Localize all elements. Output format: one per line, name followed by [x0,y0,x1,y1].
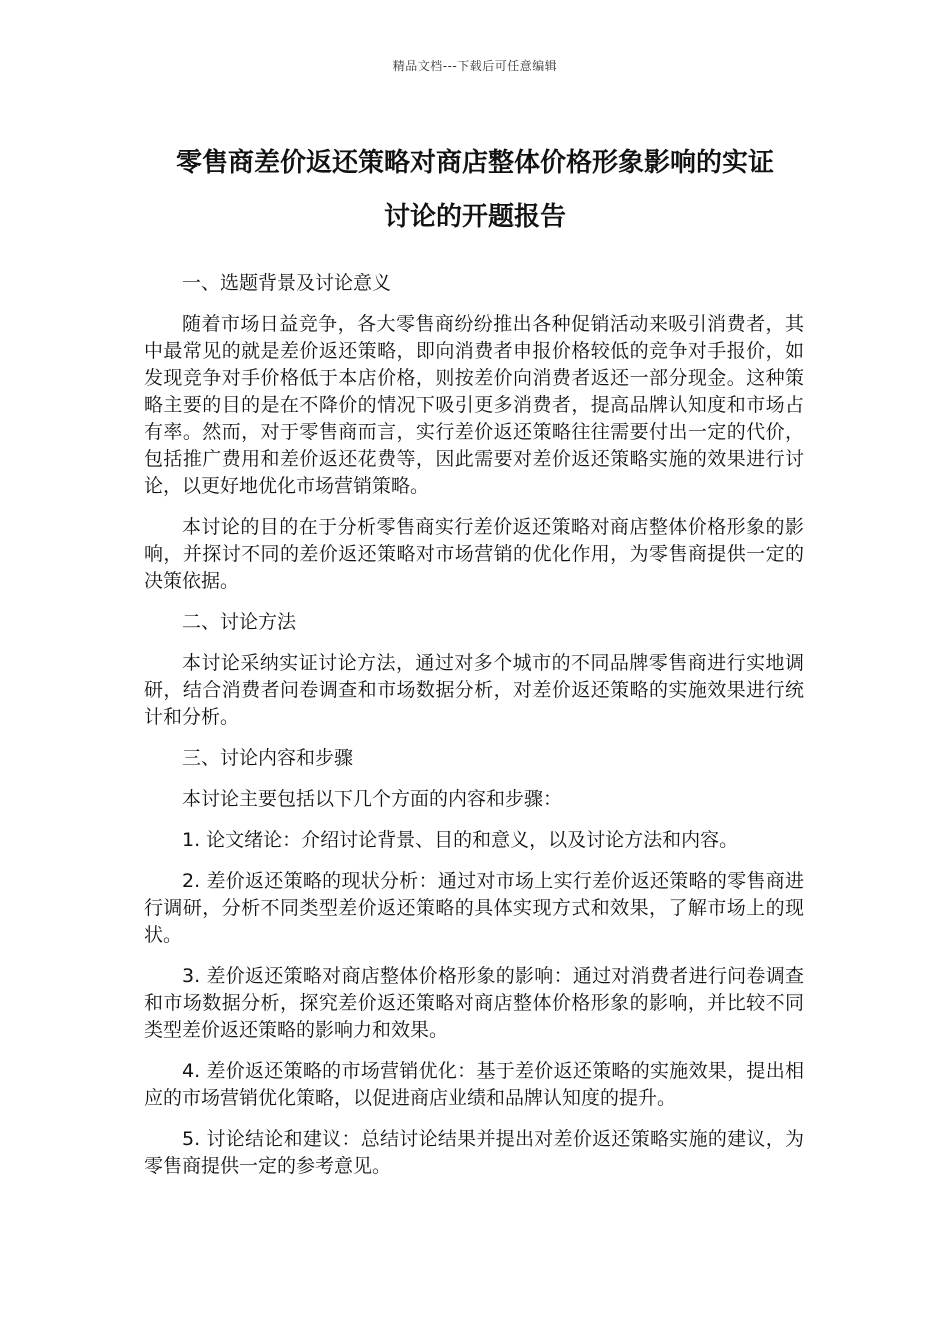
list-item: 5. 讨论结论和建议：总结讨论结果并提出对差价返还策略实施的建议，为零售商提供一定的参考意见。 [144,1128,804,1177]
section-2-heading: 二、讨论方法 [182,611,297,633]
header-note: 精品文档---下载后可任意编辑 [392,59,558,73]
section-1-heading: 一、选题背景及讨论意义 [182,272,392,294]
document-title [120,136,830,244]
title-line-1: 零售商差价返还策略对商店整体价格形象影响的实证 [175,148,774,178]
list-item: 1. 论文绪论：介绍讨论背景、目的和意义，以及讨论方法和内容。 [182,829,739,851]
section-2-paragraph-1: 本讨论采纳实证讨论方法，通过对多个城市的不同品牌零售商进行实地调研，结合消费者问卷调查和市场数据分析，对差价返还策略的实施效果进行统计和分析。 [144,652,804,728]
title-line-2: 讨论的开题报告 [383,202,566,232]
section-1-paragraph-2: 本讨论的目的在于分析零售商实行差价返还策略对商店整体价格形象的影响，并探讨不同的差价返还策略对市场营销的优化作用，为零售商提供一定的决策依据。 [144,516,804,592]
section-3-heading: 三、讨论内容和步骤 [182,747,354,769]
section-3-intro: 本讨论主要包括以下几个方面的内容和步骤： [182,788,563,810]
list-item: 4. 差价返还策略的市场营销优化：基于差价返还策略的实施效果，提出相应的市场营销优化策略，以促进商店业绩和品牌认知度的提升。 [144,1060,804,1109]
section-1-paragraph-1: 随着市场日益竞争，各大零售商纷纷推出各种促销活动来吸引消费者，其中最常见的就是差价返还策略，即向消费者申报价格较低的竞争对手报价，如发现竞争对手价格低于本店价格，则按差价向消费者返还一部分现金。这种策略主要的目的是在不降价的情况下吸引更多消费者，提高品牌认知度和市场占有率。然而，对于零售商而言，实行差价返还策略往往需要付出一定的代价，包括推广费用和差价返还花费等，因此需要对差价返还策略实施的效果进行讨论，以更好地优化市场营销策略。 [144,313,804,497]
list-item: 2. 差价返还策略的现状分析：通过对市场上实行差价返还策略的零售商进行调研，分析不同类型差价返还策略的具体实现方式和效果，了解市场上的现状。 [144,870,804,946]
list-item: 3. 差价返还策略对商店整体价格形象的影响：通过对消费者进行问卷调查和市场数据分析，探究差价返还策略对商店整体价格形象的影响，并比较不同类型差价返还策略的影响力和效果。 [144,965,804,1041]
document-body [144,270,804,1194]
